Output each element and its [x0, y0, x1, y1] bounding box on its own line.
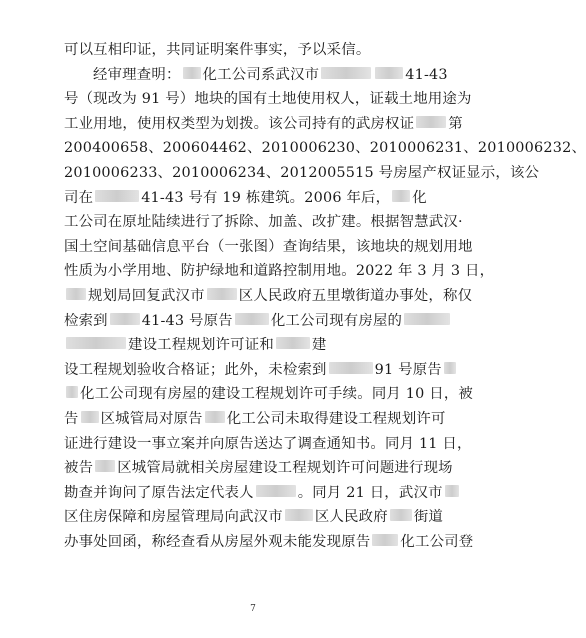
text-segment: 化工公司系武汉市	[202, 66, 320, 83]
text-segment: 41-43	[405, 66, 448, 83]
text-line	[64, 382, 474, 407]
text-segment: 。同月 21 日，武汉市	[297, 484, 443, 501]
redaction-block	[285, 509, 313, 521]
redaction-block	[329, 362, 373, 374]
redaction-block	[183, 67, 201, 79]
text-line	[64, 505, 444, 530]
redaction-block	[390, 509, 412, 521]
text-segment: 勘查并询问了原告法定代表人	[64, 484, 254, 501]
text-line	[64, 259, 495, 284]
redaction-block	[375, 67, 403, 79]
text-segment: 工业用地，使用权类型为划拨。该公司持有的武房权证	[64, 115, 415, 132]
redaction-block	[256, 485, 296, 497]
text-line	[64, 309, 444, 334]
text-line	[64, 87, 472, 112]
text-segment: 200400658、200604462、2010006230、2010006231、2010006232、	[64, 140, 586, 157]
redaction-block	[321, 67, 371, 79]
text-segment: 化工公司登	[400, 533, 474, 550]
text-line	[64, 407, 444, 432]
redaction-block	[205, 411, 225, 423]
redaction-block	[81, 411, 99, 423]
text-line	[64, 530, 474, 555]
text-segment: 可以互相印证，共同证明案件事实，予以采信。	[64, 42, 371, 58]
text-segment: 证进行建设一事立案并向原告送达了调查通知书。同月 11 日，	[64, 435, 472, 452]
text-segment: 街道	[413, 509, 444, 526]
redaction-block	[372, 534, 398, 546]
text-segment: 91 号原告	[374, 361, 442, 378]
text-line	[64, 284, 473, 309]
text-segment: 检索到	[64, 312, 108, 329]
redaction-block	[235, 313, 269, 325]
text-segment: 区人民政府五里墩街道办事处，称仅	[238, 287, 473, 304]
text-segment: 被告	[64, 460, 94, 477]
text-segment: 化工公司现有房屋的建设工程规划许可手续。同月 10 日，被	[80, 386, 474, 403]
redaction-block	[66, 288, 86, 300]
text-segment: 区城管局对原告	[100, 410, 203, 427]
text-line	[64, 358, 444, 383]
redaction-block	[392, 190, 410, 202]
text-segment: 规划局回复武汉市	[88, 287, 205, 304]
text-line	[64, 481, 444, 506]
text-segment: 区住房保障和房屋管理局向武汉市	[64, 509, 283, 526]
text-segment: 化	[412, 189, 427, 206]
text-segment: 号（现改为 91 号）地块的国有土地使用权人，证载土地用途为	[64, 91, 472, 108]
text-line	[64, 136, 586, 161]
document-body	[64, 38, 586, 554]
text-segment: 办事处回函，称经查看从房屋外观未能发现原告	[64, 533, 371, 550]
redaction-block	[444, 362, 456, 374]
text-segment: 经审理查明：	[93, 66, 181, 83]
text-line	[64, 186, 444, 211]
text-segment: 第	[448, 115, 463, 132]
text-segment: 设工程规划验收合格证；此外，未检索到	[64, 361, 327, 378]
text-segment: 告	[64, 410, 79, 427]
text-line	[64, 456, 453, 481]
text-line	[64, 112, 463, 137]
text-segment: 化工公司现有房屋的	[270, 312, 403, 329]
text-segment: 性质为小学用地、防护绿地和道路控制用地。2022 年 3 月 3 日，	[64, 263, 495, 280]
redaction-block	[416, 116, 446, 128]
page-number: 7	[250, 604, 256, 614]
text-line	[64, 38, 444, 63]
text-line	[64, 333, 444, 358]
text-line	[64, 210, 463, 235]
text-segment: 41-43 号原告	[141, 312, 233, 329]
text-segment: 国土空间基础信息平台（一张图）查询结果，该地块的规划用地	[64, 238, 473, 255]
text-segment: 41-43 号有 19 栋建筑。2006 年后，	[141, 189, 391, 206]
text-segment: 区人民政府	[314, 509, 388, 526]
redaction-block	[66, 337, 126, 349]
text-segment: 建	[311, 337, 327, 354]
text-line	[64, 432, 472, 457]
redaction-block	[445, 485, 459, 497]
text-segment: 2010006233、2010006234、2012005515 号房屋产权证显示，该公	[64, 164, 540, 181]
text-segment: 司在	[64, 189, 94, 206]
text-segment: 工公司在原址陆续进行了拆除、加盖、改扩建。根据智慧武汉·	[64, 214, 463, 231]
text-line	[64, 63, 448, 88]
redaction-block	[276, 337, 310, 349]
text-segment: 建设工程规划许可证和	[128, 337, 274, 354]
redaction-block	[207, 288, 237, 300]
redaction-block	[95, 190, 139, 202]
text-segment: 区城管局就相关房屋建设工程规划许可问题进行现场	[117, 460, 453, 477]
text-line	[64, 161, 540, 186]
redaction-block	[95, 460, 115, 472]
text-line	[64, 235, 473, 260]
redaction-block	[404, 313, 450, 325]
redaction-block	[110, 313, 140, 325]
redaction-block	[66, 386, 78, 398]
text-segment: 化工公司未取得建设工程规划许可	[226, 410, 446, 427]
